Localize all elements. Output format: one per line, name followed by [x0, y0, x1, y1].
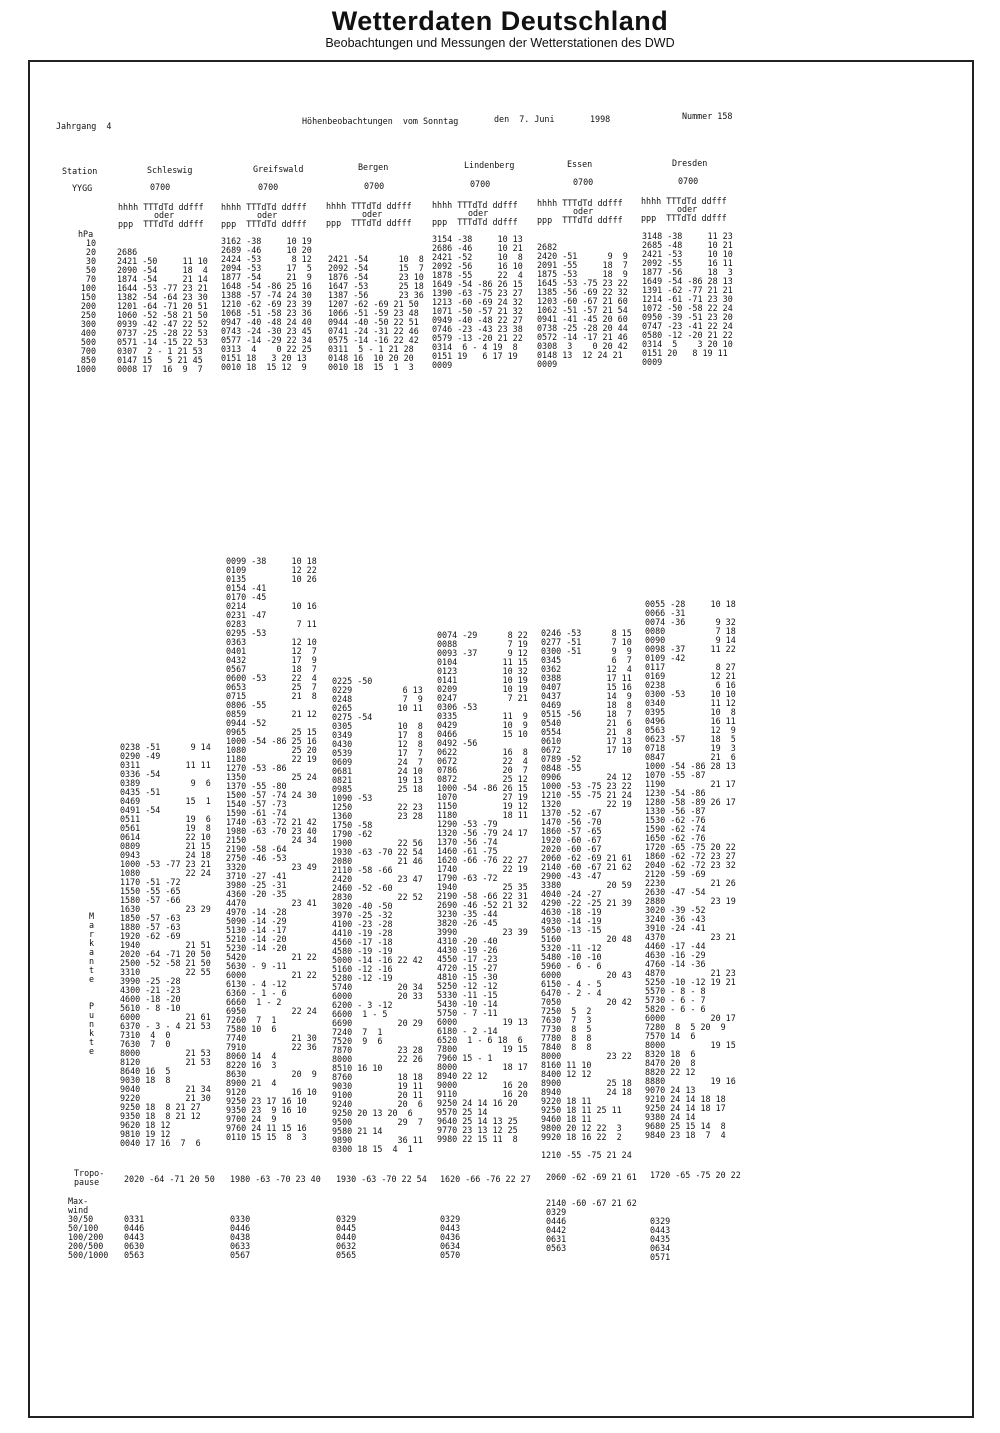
- maxwind-data: 0329 0443 0435 0634 0571: [650, 1216, 671, 1262]
- tropopause-data: 1980 -63 -70 23 40: [230, 1174, 321, 1184]
- station-name: Bergen: [358, 162, 389, 172]
- station-name: Lindenberg: [464, 160, 515, 170]
- maxwind-data: 0329 0443 0436 0634 0570: [440, 1214, 461, 1260]
- column-header-mid: oder: [468, 208, 489, 218]
- station-name: Schleswig: [147, 165, 193, 175]
- station-time: 0700: [573, 177, 594, 187]
- standard-levels-data: 3162 -38 10 19 2689 -46 10 20 2424 -53 8 12 2094 -53 17 5 1877 -54 21 9 1648 -54 -86 25 16 1388 -57 -74 24 30 1210 -62 -69 23 39 1068 -51 -58 23 36 0947 -40 -48 24 40 0743 -24 -30 23 45 0577 -14 -29 22 34 0313 4 0 22 25 0151 18 3 20 13 0010 18 15 12 9: [221, 236, 312, 372]
- tropopause-label: Tropo- pause: [74, 1168, 105, 1187]
- station-label: Station: [62, 166, 98, 176]
- column-header-mid: oder: [362, 209, 383, 219]
- significant-points-data: 0238 -51 9 14 0290 -49 0311 11 11 0336 -54 0389 9 6 0435 -51 0469 15 1 0491 -54 0511 19 6 0561 19 8 0614 22 10 0809 21 15 0943 24 18 1000 -53 -77 23 21 1080 22 24 1170 -51 -72 1550 -55 -65 1580 -57 -66 1630 23 29 1850 -57 -63 1880 -57 -63 1920 -62 -69 1940 21 51 2020 -64 -71 20 50 2500 -52 -58 21 50 3310 22 55 3990 -25 -28 4300 -21 -23 4600 -18 -20 5610 - 8 -10 6000 21 61 6370 - 3 - 4 21 53 7310 4 0 7630 7 0 8000 21 53 8120 21 53 8640 16 5 9030 18 8 9040 21 34 9220 21 30 9250 18 8 21 27 9350 18 8 21 12 9620 18 12 9810 19 12 0040 17 16 7 6: [120, 742, 211, 1148]
- column-header-bottom: ppp TTTdTd ddfff: [326, 218, 412, 228]
- page-title: Wetterdaten Deutschland: [331, 6, 669, 36]
- maxwind-data: 2140 -60 -67 21 62 0329 0446 0442 0631 0563: [546, 1198, 637, 1253]
- station-time: 0700: [470, 179, 491, 189]
- tropopause-data: 2020 -64 -71 20 50: [124, 1174, 215, 1184]
- column-header-mid: oder: [154, 210, 175, 220]
- column-header-bottom: ppp TTTdTd ddfff: [537, 215, 623, 225]
- significant-points-data: 0225 -50 0229 6 13 0248 7 9 0265 10 11 0275 -54 0305 10 8 0349 17 8 0430 12 8 0539 17 7 0609 24 7 0681 24 10 0821 19 13 0985 25 18 1090 -53 1250 22 23 1360 23 28 1750 -58 1790 -62 1900 22 56 1930 -63 -70 22 54 2080 21 46 2110 -58 -66 2420 23 47 2460 -52 -60 2830 22 52 3020 -40 -50 3970 -25 -32 4100 -23 -28 4410 -19 -28 4560 -17 -18 4580 -19 -19 5000 -14 -16 22 42 5160 -12 -16 5280 -12 -19 5740 20 34 6000 20 33 6200 - 3 -12 6600 1 - 5 6690 20 29 7240 7 1 7520 9 6 7870 23 28 8000 22 26 8510 16 10 8760 18 18 9030 19 11 9100 20 11 9240 20 6 9250 20 13 20 6 9500 29 7 9580 21 14 9890 36 11 0300 18 15 4 1: [332, 676, 423, 1154]
- station-name: Essen: [567, 159, 593, 169]
- column-header-top: hhhh TTTdTd ddfff: [221, 202, 307, 212]
- date-label: den 7. Juni: [494, 114, 555, 124]
- significant-points-data: 0099 -38 10 18 0109 12 22 0135 10 26 0154 -41 0170 -45 0214 10 16 0231 -47 0283 7 11 0295 -53 0363 12 10 0401 12 7 0432 17 9 0567 18 7 0600 -53 22 4 0653 25 7 0715 21 8 0806 -55 0859 21 12 0944 -52 0965 25 15 1000 -54 -86 25 16 1080 25 20 1180 22 19 1270 -53 -86 1350 25 24 1370 -55 -80 1500 -57 -74 24 30 1540 -57 -73 1590 -61 -74 1740 -63 -72 21 42 1980 -63 -70 23 40 2150 24 34 2190 -58 -64 2750 -46 -53 3320 23 49 3710 -27 -41 3980 -25 -31 4360 -20 -35 4470 23 41 4970 -14 -28 5090 -14 -29 5130 -14 -17 5210 -14 -20 5230 -14 -20 5420 21 22 5630 - 9 -11 6000 21 22 6130 - 4 -12 6360 - 1 - 6 6660 1 - 2 6950 22 24 7260 7 1 7580 10 6 7740 21 30 7910 22 36 8060 14 4 8220 16 3 8630 20 9 8900 21 4 9120 16 10 9250 23 17 16 10 9350 23 9 16 10 9700 24 9 9760 24 11 15 16 0110 15 15 8 3: [226, 556, 317, 1142]
- station-time: 0700: [258, 182, 279, 192]
- observation-type-label: Höhenbeobachtungen vom Sonntag: [302, 116, 459, 126]
- tropopause-data: 1930 -63 -70 22 54: [336, 1174, 427, 1184]
- standard-levels-data: 2686 2421 -50 11 10 2090 -54 18 4 1874 -54 21 14 1644 -53 -77 23 21 1382 -54 -64 23 30 1201 -64 -71 20 51 1060 -52 -58 21 50 0939 -42 -47 22 52 0737 -25 -28 22 53 0571 -14 -15 22 53 0307 2 - 1 21 53 0147 15 5 21 45 0008 17 16 9 7: [117, 247, 208, 374]
- significant-points-data: 0055 -28 10 18 0066 -31 0074 -36 9 32 0080 7 18 0090 9 14 0098 -37 11 22 0109 -42 0117 8 27 0169 12 21 0238 6 16 0300 -53 10 10 0340 11 12 0395 10 8 0496 16 11 0563 12 9 0623 -57 18 5 0718 19 3 0847 21 6 1000 -54 -86 28 13 1070 -55 -87 1190 21 17 1230 -54 -86 1280 -58 -89 26 17 1330 -56 -87 1530 -62 -76 1590 -62 -74 1650 -62 -76 1720 -65 -75 20 22 1860 -62 -72 23 27 2040 -62 -72 23 32 2120 -59 -69 2230 21 26 2630 -47 -54 2880 23 19 3020 -39 -52 3240 -36 -43 3910 -24 -41 4370 23 21 4460 -17 -44 4630 -16 -29 4760 -14 -36 4870 21 23 5250 -10 -12 19 21 5570 - 8 - 8 5730 - 6 - 7 5820 - 6 - 6 6000 20 17 7280 8 5 20 9 7570 14 6 8000 19 15 8320 18 6 8470 20 8 8820 22 12 8880 19 16 9070 24 13 9210 24 14 18 18 9250 24 14 18 17 9380 24 14 9680 25 15 14 8 9840 23 18 7 4: [645, 599, 736, 1140]
- tropopause-data: 1620 -66 -76 22 27: [440, 1174, 531, 1184]
- maxwind-data: 0329 0445 0440 0632 0565: [336, 1214, 357, 1260]
- significant-points-data: 0246 -53 8 15 0277 -51 7 10 0300 -51 9 9 0345 6 7 0362 12 4 0388 17 11 0407 15 16 0437 14 9 0469 18 8 0515 -56 18 7 0540 21 6 0554 21 8 0610 17 13 0672 17 10 0789 -52 0848 -55 0906 24 12 1000 -53 -75 23 22 1210 -55 -75 21 24 1320 22 19 1370 -52 -67 1470 -56 -70 1860 -57 -65 1920 -60 -67 2020 -60 -67 2060 -62 -69 21 61 2140 -60 -67 21 62 2900 -43 -47 3380 20 59 4040 -24 -27 4290 -22 -25 21 39 4630 -18 -19 4930 -14 -19 5050 -13 -15 5160 20 48 5320 -11 -12 5480 -10 -10 5960 - 6 - 6 6000 20 43 6150 - 4 - 5 6470 - 2 - 4 7050 20 42 7250 5 2 7630 7 3 7730 8 5 7780 8 8 7840 8 8 8000 23 22 8160 11 10 8400 12 12 8900 25 18 8940 24 18 9220 18 11 9250 18 11 25 11 9460 18 11 9800 20 12 22 3 9920 18 16 22 2 1210 -55 -75 21 24: [541, 628, 632, 1160]
- station-name: Greifswald: [253, 164, 304, 174]
- station-time: 0700: [364, 181, 385, 191]
- standard-levels-data: 3154 -38 10 13 2686 -46 10 21 2421 -52 10 8 2092 -56 16 10 1878 -55 22 4 1649 -54 -86 26 15 1390 -63 -75 23 27 1213 -60 -69 24 32 1071 -50 -57 21 32 0949 -40 -48 22 27 0746 -23 -43 23 38 0579 -13 -20 21 22 0314 6 - 4 19 8 0151 19 6 17 19 0009: [432, 234, 523, 370]
- column-header-mid: oder: [257, 210, 278, 220]
- significant-points-data: 0074 -29 8 22 0088 7 19 0093 -37 9 12 0104 11 15 0123 10 32 0141 10 19 0209 10 19 0247 7 21 0306 -53 0335 11 9 0429 10 9 0466 15 10 0492 -56 0622 16 8 0672 22 4 0786 20 7 0872 25 12 1000 -54 -86 26 15 1070 27 19 1150 19 12 1180 18 11 1290 -53 -79 1320 -56 -79 24 17 1370 -56 -74 1460 -61 -75 1620 -66 -76 22 27 1740 22 19 1790 -63 -72 1940 25 35 2190 -58 -66 22 31 2690 -46 -52 21 32 3230 -35 -44 3820 -26 -45 3990 23 39 4310 -20 -40 4430 -19 -26 4550 -17 -23 4720 -15 -27 4810 -15 -30 5250 -12 -12 5330 -11 -15 5430 -10 -14 5750 - 7 -11 6000 19 13 6180 - 2 -14 6520 1 - 6 18 6 7800 19 15 7960 15 - 1 8000 18 17 8940 22 12 9000 16 20 9110 16 20 9250 24 14 16 20 9570 25 14 9640 25 14 13 25 9770 23 13 12 25 9980 22 15 11 8: [437, 630, 528, 1144]
- markante-punkte-label: M a r k a n t e P u n k t e: [89, 911, 95, 1056]
- column-header-top: hhhh TTTdTd ddfff: [118, 202, 204, 212]
- column-header-top: hhhh TTTdTd ddfff: [537, 198, 623, 208]
- column-header-bottom: ppp TTTdTd ddfff: [432, 217, 518, 227]
- page-subtitle: Beobachtungen und Messungen der Wetterstationen des DWD: [325, 36, 675, 50]
- station-name: Dresden: [672, 158, 708, 168]
- column-header-top: hhhh TTTdTd ddfff: [432, 200, 518, 210]
- column-header-bottom: ppp TTTdTd ddfff: [118, 219, 204, 229]
- standard-levels-data: 2682 2420 -51 9 9 2091 -55 18 7 1875 -53 18 9 1645 -53 -75 23 22 1385 -56 -69 22 32 1203 -60 -67 21 60 1062 -51 -57 21 54 0941 -41 -45 20 60 0738 -25 -28 20 44 0572 -14 -17 21 46 0308 3 0 20 42 0148 13 12 24 21 0009: [537, 242, 628, 369]
- jahrgang-label: Jahrgang 4: [56, 121, 112, 131]
- standard-levels-data: 3148 -38 11 23 2685 -48 10 21 2421 -53 10 10 2092 -55 16 11 1877 -56 18 3 1649 -54 -86 28 13 1391 -62 -77 21 21 1214 -61 -71 23 30 1072 -50 -58 22 24 0950 -39 -51 23 20 0747 -23 -41 22 24 0580 -12 -20 21 22 0314 5 3 20 10 0151 20 8 19 11 0009: [642, 231, 733, 367]
- maxwind-data: 0330 0446 0438 0633 0567: [230, 1214, 251, 1260]
- year-label: 1998: [590, 114, 611, 124]
- yygg-label: YYGG: [72, 183, 93, 193]
- column-header-bottom: ppp TTTdTd ddfff: [221, 219, 307, 229]
- column-header-top: hhhh TTTdTd ddfff: [326, 201, 412, 211]
- station-time: 0700: [678, 176, 699, 186]
- column-header-top: hhhh TTTdTd ddfff: [641, 196, 727, 206]
- column-header-mid: oder: [677, 204, 698, 214]
- maxwind-label: Max- wind 30/50 50/100 100/200 200/500 500/1000: [68, 1196, 109, 1260]
- pressure-levels: 10 20 30 50 70 100 150 200 250 300 400 500 700 850 1000: [75, 238, 96, 374]
- maxwind-data: 0331 0446 0443 0630 0563: [124, 1214, 145, 1260]
- station-time: 0700: [150, 182, 171, 192]
- issue-number-label: Nummer 158: [682, 111, 733, 121]
- column-header-mid: oder: [573, 206, 594, 216]
- column-header-bottom: ppp TTTdTd ddfff: [641, 213, 727, 223]
- standard-levels-data: 2421 -54 10 8 2092 -54 15 7 1876 -54 23 10 1647 -53 25 18 1387 -56 23 36 1207 -62 -69 21 50 1066 -51 -59 23 48 0944 -40 -50 22 51 0741 -24 -31 22 46 0575 -14 -16 22 42 0311 5 - 1 21 28 0148 16 10 20 20 0010 18 15 1 3: [328, 254, 424, 372]
- tropopause-data: 1720 -65 -75 20 22: [650, 1170, 741, 1180]
- hpa-label: hPa: [78, 229, 94, 239]
- tropopause-data: 2060 -62 -69 21 61: [546, 1172, 637, 1182]
